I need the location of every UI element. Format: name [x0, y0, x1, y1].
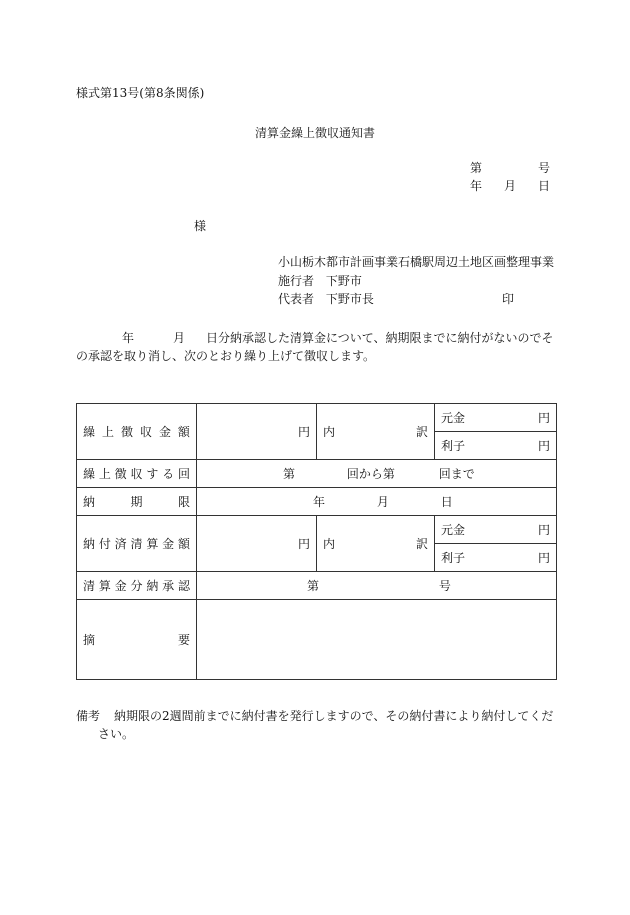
- paid-amount-cell: [197, 516, 317, 572]
- label-char: 回: [177, 467, 190, 481]
- due-date-cell: [197, 488, 557, 516]
- advance-amount-cell: [197, 404, 317, 460]
- label-char: 収: [130, 467, 143, 481]
- body-line-2: の承認を取り消し、次のとおり繰り上げて徴収します。: [76, 349, 376, 363]
- issuer-rep-label: 代表者: [278, 292, 315, 306]
- body-line-1: 日分納承認した清算金について、納期限までに納付がないのでそ: [206, 331, 554, 345]
- paid-principal-cell: [435, 516, 557, 544]
- yen-unit: 円: [537, 439, 550, 453]
- yen-unit: 円: [537, 551, 550, 565]
- label-advance-installments-text: [83, 465, 190, 482]
- notes-line-2: さい。: [98, 727, 135, 741]
- installment-mid: 回から第: [346, 467, 395, 481]
- label-char: 承: [162, 579, 175, 593]
- body-month: 月: [173, 331, 186, 345]
- yen-unit: 円: [297, 425, 310, 439]
- body-year: 年: [122, 331, 135, 345]
- label-char: 金: [114, 579, 127, 593]
- yen-unit: 円: [537, 523, 550, 537]
- interest-label: 利子: [441, 439, 466, 453]
- label-char: 認: [177, 579, 190, 593]
- doc-number-suffix: 号: [537, 161, 550, 175]
- label-installment-approval: [77, 572, 197, 600]
- label-char: 徴: [114, 467, 127, 481]
- doc-number: [470, 161, 550, 175]
- label-advance-amount-text: [83, 423, 190, 440]
- due-month: 月: [376, 495, 389, 509]
- date-day: 日: [537, 179, 550, 193]
- notes-label: 備考: [76, 709, 101, 723]
- issue-date: [470, 179, 550, 193]
- breakdown-close: 訳: [415, 425, 428, 439]
- label-char: 限: [177, 495, 190, 509]
- issuer-rep-name: 下野市長: [325, 292, 374, 306]
- doc-number-prefix: 第: [470, 161, 483, 175]
- principal-label: 元金: [441, 411, 466, 425]
- label-paid-amount: [77, 516, 197, 572]
- document-title: 清算金繰上徴収通知書: [255, 126, 376, 140]
- installment-approval-cell: [197, 572, 557, 600]
- label-char: 付: [98, 537, 111, 551]
- label-char: 算: [146, 537, 159, 551]
- issuer-representative: [278, 292, 374, 306]
- label-char: る: [162, 467, 175, 481]
- yen-unit: 円: [537, 411, 550, 425]
- label-char: 額: [177, 537, 190, 551]
- interest-label: 利子: [441, 551, 466, 565]
- label-char: 期: [130, 495, 143, 509]
- label-char: 納: [83, 537, 96, 551]
- label-char: 繰: [83, 467, 96, 481]
- label-char: 済: [114, 537, 127, 551]
- label-installment-approval-text: [83, 577, 190, 594]
- yen-unit: 円: [297, 537, 310, 551]
- label-char: 上: [101, 425, 114, 439]
- approval-suffix: 号: [438, 579, 451, 593]
- due-year: 年: [313, 495, 326, 509]
- issuer-executor: [278, 274, 362, 288]
- advance-installments-cell: [197, 460, 557, 488]
- label-paid-amount-text: [83, 535, 190, 552]
- approval-prefix: 第: [307, 579, 320, 593]
- label-char: 繰: [83, 425, 96, 439]
- date-year: 年: [470, 179, 483, 193]
- paid-breakdown-label: [317, 516, 435, 572]
- label-char: 摘: [83, 633, 96, 647]
- label-char: 算: [98, 579, 111, 593]
- breakdown-close: 訳: [415, 537, 428, 551]
- breakdown-open: 内: [323, 537, 336, 551]
- advance-principal-cell: [435, 404, 557, 432]
- label-due-date: [77, 488, 197, 516]
- issuer-executor-label: 施行者: [278, 274, 315, 288]
- label-char: 納: [83, 495, 96, 509]
- due-day: 日: [440, 495, 453, 509]
- seal-mark: 印: [502, 292, 515, 306]
- label-char: 徴: [120, 425, 133, 439]
- advance-interest-cell: [435, 432, 557, 460]
- label-char: 清: [83, 579, 96, 593]
- label-char: 要: [177, 633, 190, 647]
- addressee-suffix: 様: [194, 219, 207, 233]
- principal-label: 元金: [441, 523, 466, 537]
- notes-line-1: 納期限の2週間前までに納付書を発行しますので、その納付書により納付してくだ: [114, 709, 554, 723]
- collection-table: [76, 403, 557, 680]
- label-remarks: [77, 600, 197, 680]
- installment-to: 回まで: [438, 467, 475, 481]
- label-char: 清: [130, 537, 143, 551]
- installment-from: 第: [283, 467, 296, 481]
- remarks-cell: [197, 600, 557, 680]
- advance-breakdown-label: [317, 404, 435, 460]
- label-char: 収: [139, 425, 152, 439]
- breakdown-open: 内: [323, 425, 336, 439]
- issuer-project: 小山栃木都市計画事業石橋駅周辺土地区画整理事業: [278, 255, 555, 269]
- label-char: す: [146, 467, 159, 481]
- label-char: 金: [162, 537, 175, 551]
- label-char: 分: [130, 579, 143, 593]
- form-number: 様式第13号(第8条関係): [76, 86, 205, 100]
- issuer-executor-name: 下野市: [325, 274, 362, 288]
- label-advance-installments: [77, 460, 197, 488]
- label-char: 額: [177, 425, 190, 439]
- label-char: 金: [158, 425, 171, 439]
- label-remarks-text: [83, 631, 190, 648]
- label-char: 上: [98, 467, 111, 481]
- label-due-date-text: [83, 493, 190, 510]
- label-char: 納: [146, 579, 159, 593]
- label-advance-amount: [77, 404, 197, 460]
- date-month: 月: [503, 179, 516, 193]
- paid-interest-cell: [435, 544, 557, 572]
